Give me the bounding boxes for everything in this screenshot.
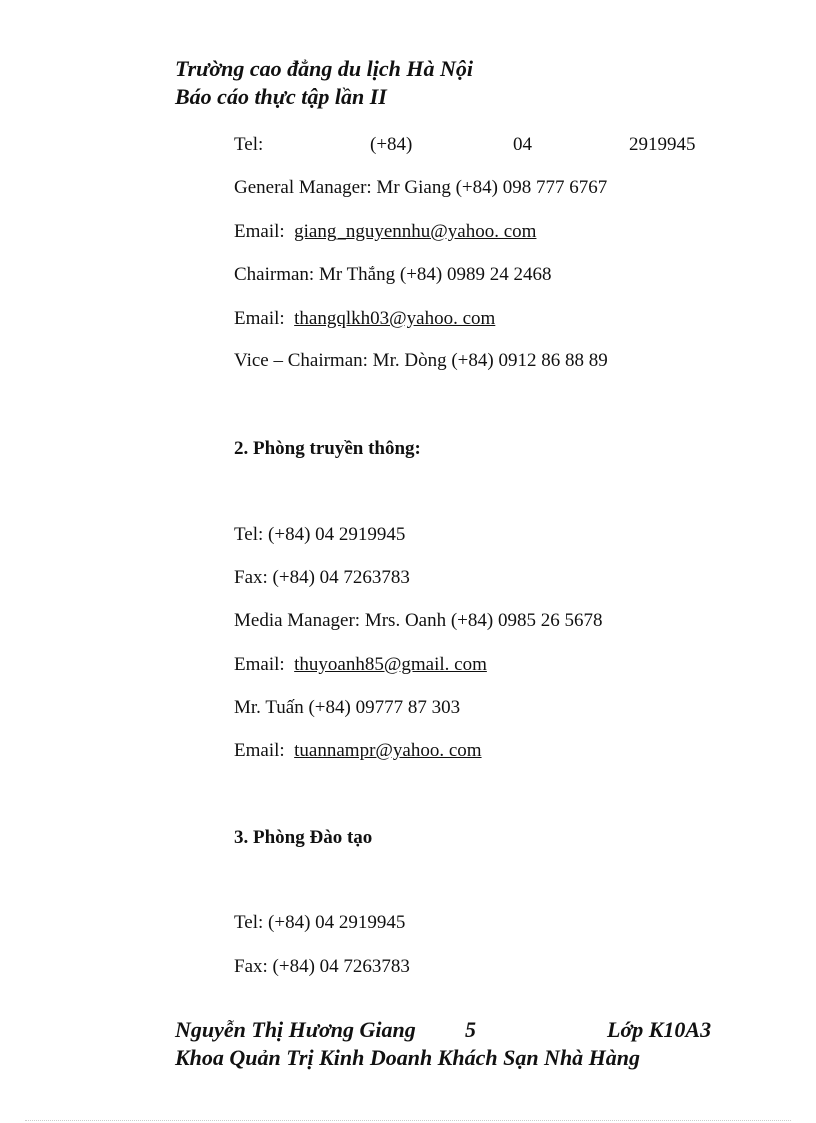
page-header	[175, 55, 473, 111]
media-manager-line: Media Manager: Mrs. Oanh (+84) 0985 26 5678	[234, 610, 603, 631]
section-2-heading: 2. Phòng truyền thông:	[234, 438, 421, 459]
mr-tuan-email-link[interactable]: tuannampr@yahoo. com	[294, 740, 482, 761]
page-number: 5	[465, 1017, 476, 1042]
general-manager-line: General Manager: Mr Giang (+84) 098 777 6767	[234, 177, 608, 198]
vice-chairman-line: Vice – Chairman: Mr. Dòng (+84) 0912 86 88 89	[234, 350, 608, 371]
faculty-name: Khoa Quản Trị Kinh Doanh Khách Sạn Nhà Hàng	[175, 1045, 641, 1070]
chairman-line: Chairman: Mr Thắng (+84) 0989 24 2468	[234, 264, 552, 285]
tel-label: Tel:	[234, 134, 264, 155]
section-3-heading: 3. Phòng Đào tạo	[234, 827, 373, 848]
class-name: Lớp K10A3	[607, 1017, 712, 1042]
section-2-fax: Fax: (+84) 04 7263783	[234, 567, 410, 588]
tel-country-code: (+84)	[370, 134, 413, 155]
email-label: Email:	[234, 221, 285, 242]
section-3-tel: Tel: (+84) 04 2919945	[234, 912, 406, 933]
tel-number: 2919945	[629, 134, 696, 155]
page-bottom-divider	[25, 1120, 791, 1121]
email-label: Email:	[234, 654, 285, 675]
email-label: Email:	[234, 308, 285, 329]
media-manager-email-line	[234, 653, 487, 677]
report-title: Báo cáo thực tập lần II	[175, 84, 387, 109]
footer-row-1	[175, 1016, 735, 1044]
section-3-fax: Fax: (+84) 04 7263783	[234, 956, 410, 977]
mr-tuan-email-line	[234, 739, 482, 763]
page-footer	[175, 1016, 735, 1072]
media-manager-email-link[interactable]: thuyoanh85@gmail. com	[294, 654, 487, 675]
mr-tuan-line: Mr. Tuấn (+84) 09777 87 303	[234, 697, 461, 718]
chairman-email-link[interactable]: thangqlkh03@yahoo. com	[294, 308, 496, 329]
general-manager-email-link[interactable]: giang_nguyennhu@yahoo. com	[294, 221, 537, 242]
author-name: Nguyễn Thị Hương Giang	[175, 1017, 416, 1042]
section-2-tel: Tel: (+84) 04 2919945	[234, 524, 406, 545]
tel-area-code: 04	[513, 134, 532, 155]
general-manager-email-line	[234, 220, 536, 244]
email-label: Email:	[234, 740, 285, 761]
school-name: Trường cao đẳng du lịch Hà Nội	[175, 56, 473, 81]
chairman-email-line	[234, 307, 495, 331]
